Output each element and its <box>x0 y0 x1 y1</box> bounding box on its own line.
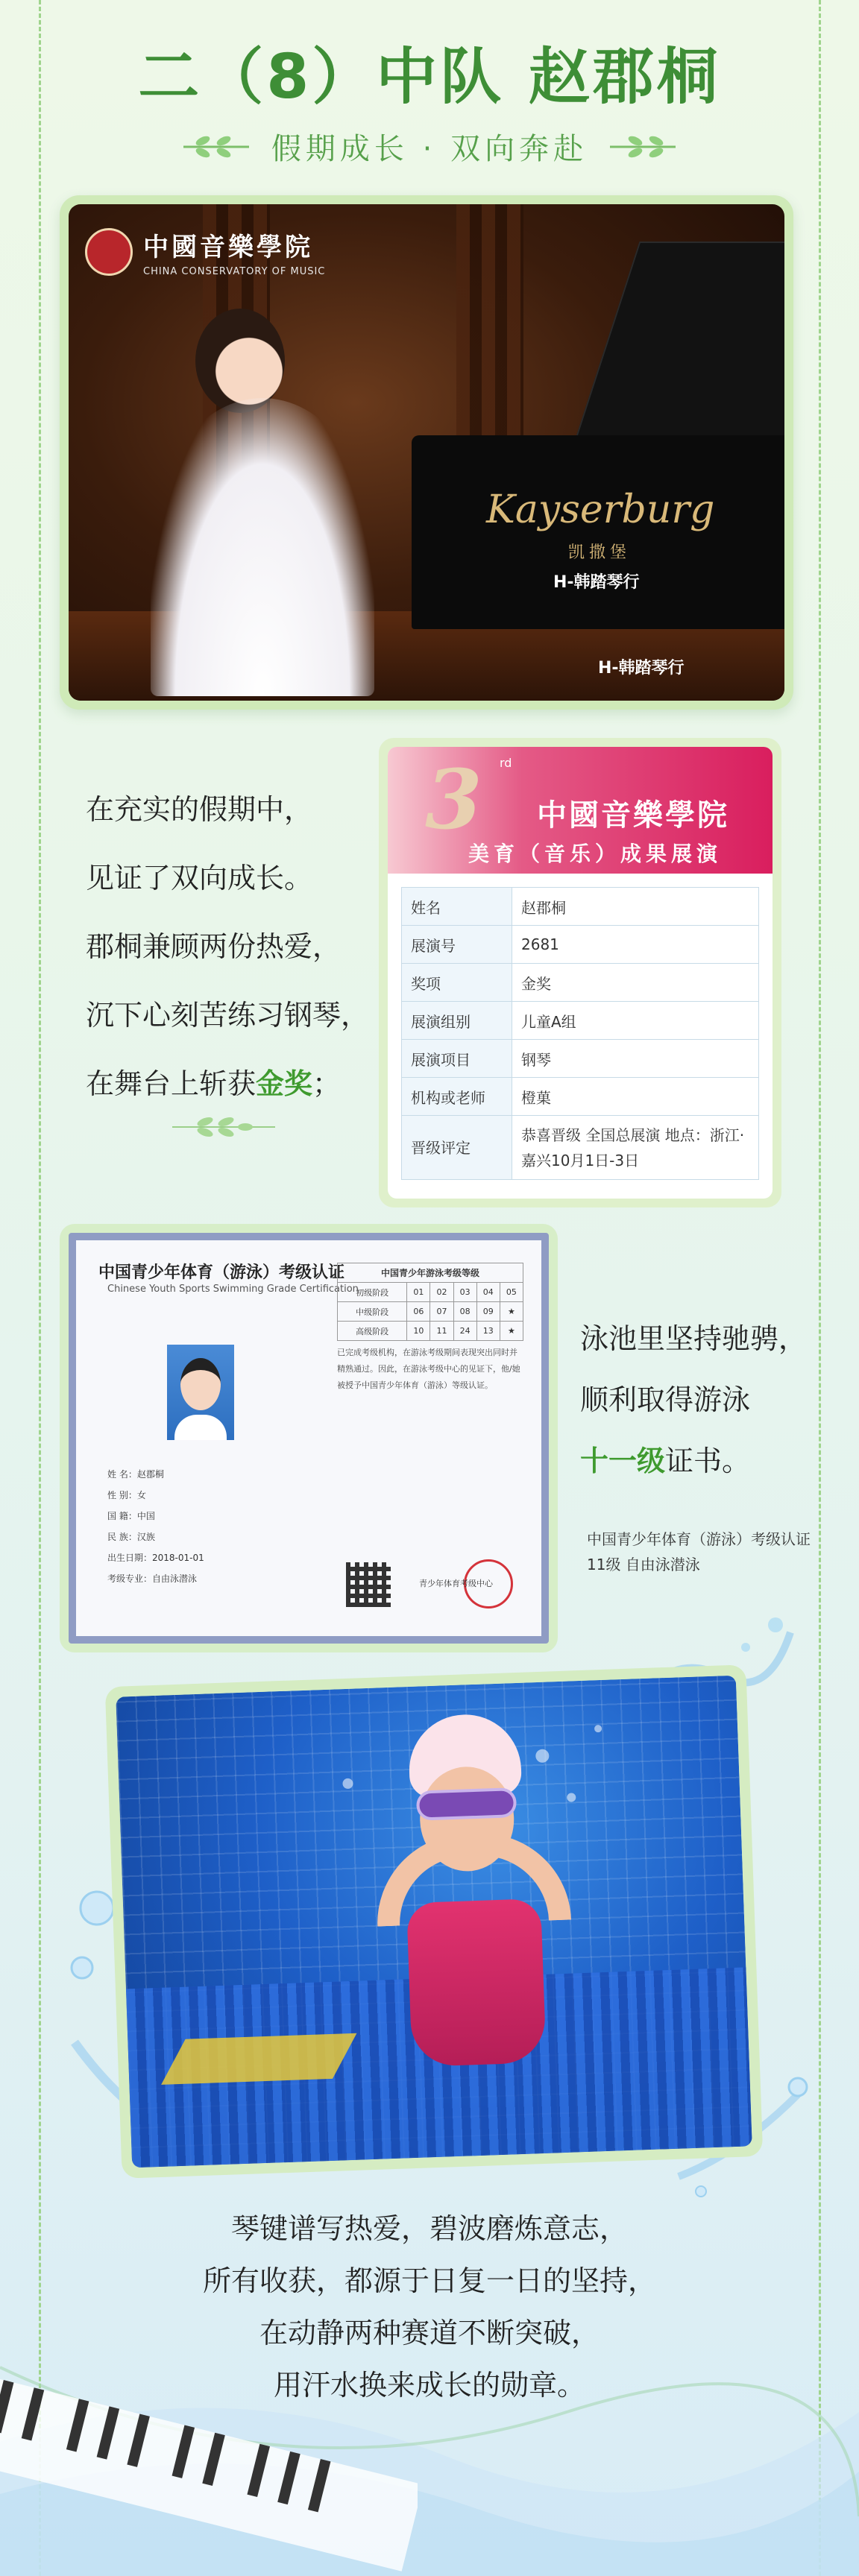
page-title: 二（8）中队 赵郡桐 <box>138 42 721 113</box>
table-row: 初级阶段 01 02 03 04 05 <box>338 1283 523 1302</box>
swim-line: 泳池里坚持驰骋， <box>580 1322 808 1355</box>
piano-brand: Kayserburg <box>486 487 715 532</box>
swim-line: 十一级证书。 <box>580 1445 751 1477</box>
swim-certificate <box>69 1233 549 1644</box>
award-card-subtitle: 美育（音乐）成果展演 <box>468 842 722 866</box>
swim-certificate-frame <box>60 1224 558 1652</box>
table-row: 奖项 金奖 <box>402 964 759 1002</box>
qr-code-icon <box>346 1562 391 1607</box>
swim-grid-title: 中国青少年游泳考级等级 <box>338 1263 523 1283</box>
intro-paragraph <box>86 775 399 1118</box>
underwater-swimming-photo <box>116 1676 752 2168</box>
piano-photo-frame <box>60 195 793 710</box>
swim-cert-issuer: 青少年体育考级中心 <box>419 1579 493 1588</box>
swim-cert-caption: 中国青少年体育（游泳）考级认证 11级 自由泳潜泳 <box>587 1530 811 1573</box>
leaf-sprig-left-icon <box>180 132 252 162</box>
award-card-header <box>388 747 773 874</box>
award-edition-number: 3 <box>425 751 482 847</box>
id-photo <box>167 1345 234 1440</box>
intro-line-last: 在舞台上斩获金奖； <box>86 1067 342 1100</box>
left-dashed-border <box>39 0 41 2576</box>
gold-award-highlight: 金奖 <box>256 1067 313 1100</box>
table-row: 展演项目 钢琴 <box>402 1040 759 1078</box>
leaf-sprig-right-icon <box>607 132 679 162</box>
page-subtitle: 假期成长 · 双向奔赴 <box>271 132 588 166</box>
pianist-girl <box>151 309 374 696</box>
intro-line: 沉下心刻苦练习钢琴， <box>86 999 370 1032</box>
table-row: 中级阶段 06 07 08 09 ★ <box>338 1302 523 1322</box>
table-row: 展演号 2681 <box>402 926 759 964</box>
award-certificate-card <box>379 738 781 1208</box>
piano-brand-cn: 凯撒堡 <box>568 543 632 562</box>
closing-line: 所有收获，都源于日复一日的坚持， <box>202 2264 656 2297</box>
subtitle-row <box>0 125 859 168</box>
table-row: 高级阶段 10 11 24 13 ★ <box>338 1322 523 1341</box>
swim-line: 顺利取得游泳 <box>580 1383 751 1416</box>
award-org-name: 中國音樂學院 <box>537 798 729 833</box>
closing-line: 琴键谱写热爱，碧波磨炼意志， <box>230 2212 628 2245</box>
leaf-divider-icon <box>168 1112 280 1142</box>
swim-cert-fields: 姓 名：赵郡桐 性 别：女 国 籍：中国 民 族：汉族 出生日期：2018-01-01 考级专业：自由泳潜泳 <box>107 1469 204 1584</box>
piano-keys-decoration-icon <box>0 2333 418 2576</box>
conservatory-seal-icon <box>85 228 133 276</box>
award-edition-suffix: rd <box>500 756 512 770</box>
grade-highlight: 十一级 <box>580 1445 666 1477</box>
swim-cert-title: 中国青少年体育（游泳）考级认证 <box>98 1263 345 1282</box>
logo-en-text: CHINA CONSERVATORY OF MUSIC <box>143 266 326 277</box>
closing-line: 在动静两种赛道不断突破， <box>259 2317 600 2349</box>
intro-line: 郡桐兼顾两份热爱， <box>86 930 342 963</box>
swimmer-girl <box>370 1711 578 2135</box>
intro-line: 见证了双向成长。 <box>86 862 313 894</box>
swim-grade-grid <box>337 1263 523 1341</box>
table-row: 展演组别 儿童A组 <box>402 1002 759 1040</box>
table-row: 晋级评定 恭喜晋级 全国总展演 地点：浙江·嘉兴10月1日-3日 <box>402 1116 759 1180</box>
swim-cert-body: 已完成考级机构，在游泳考级期间表现突出同时并精熟通过。因此，在游泳考级中心的见证下，他/她被授予中国青少年体育（游泳）等级认证。 <box>337 1348 520 1390</box>
conservatory-logo <box>85 227 325 277</box>
intro-line: 在充实的假期中， <box>86 793 313 826</box>
table-row: 机构或老师 橙菓 <box>402 1078 759 1116</box>
piano-performance-photo <box>69 204 784 701</box>
swimming-photo-frame <box>105 1664 764 2179</box>
closing-line: 用汗水换来成长的勋章。 <box>273 2369 585 2402</box>
award-info-table <box>401 887 759 1180</box>
piano-store-label: H-韩踏琴行 <box>553 573 640 592</box>
swim-paragraph <box>580 1308 826 1491</box>
logo-cn-text: 中國音樂學院 <box>143 233 313 262</box>
piano-store-label-2: H-韩踏琴行 <box>598 659 685 678</box>
grand-piano <box>412 398 784 678</box>
table-row: 姓名 赵郡桐 <box>402 888 759 926</box>
swim-cert-title-en: Chinese Youth Sports Swimming Grade Certification <box>107 1284 359 1295</box>
